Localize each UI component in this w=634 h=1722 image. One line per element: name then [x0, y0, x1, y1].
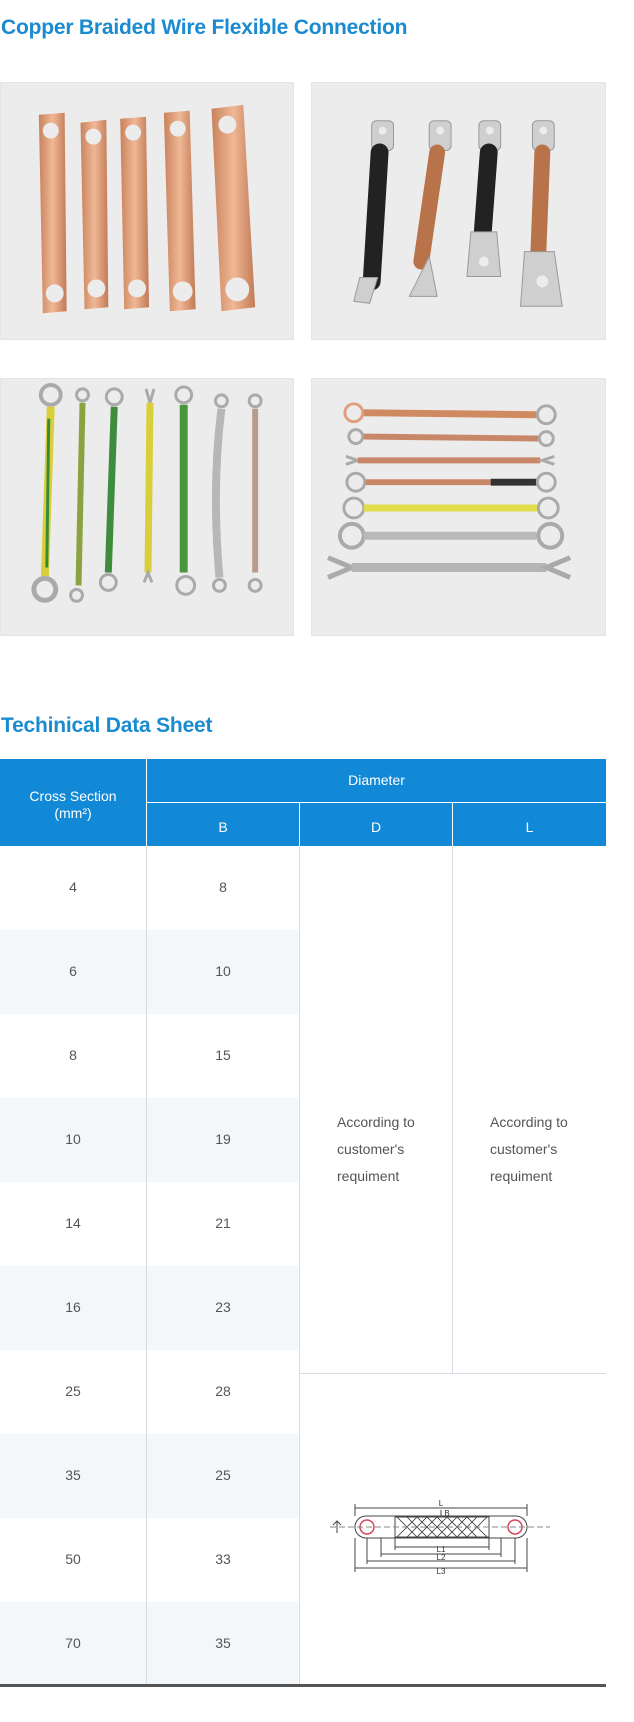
copper-bars-photo	[0, 82, 294, 340]
b-value-cell: 23	[215, 1299, 231, 1315]
b-value-cell: 19	[215, 1131, 231, 1147]
dimension-diagram	[325, 1480, 575, 1580]
diameter-header	[147, 759, 606, 802]
header-divider	[452, 803, 453, 846]
cross-section-cell: 10	[65, 1131, 81, 1147]
row-divider	[299, 1373, 606, 1374]
cross-section-cell: 50	[65, 1551, 81, 1567]
column-divider	[146, 846, 147, 1684]
header-divider	[147, 802, 606, 803]
cross-section-cell: 25	[65, 1383, 81, 1399]
header-l	[453, 803, 606, 846]
cross-section-cell: 8	[69, 1047, 77, 1063]
cross-section-cell: 6	[69, 963, 77, 979]
cross-section-cell: 16	[65, 1299, 81, 1315]
diagram-label-l3: L3	[436, 1567, 446, 1576]
b-value-cell: 35	[215, 1635, 231, 1651]
grounding-wires-photo	[0, 378, 294, 636]
bottom-rule	[0, 1684, 606, 1687]
header-l-label: L	[525, 819, 534, 835]
l-requirement-note: According to customer's requiment	[490, 1114, 568, 1184]
braided-straps-photo	[311, 378, 606, 636]
header-b-label: B	[218, 819, 228, 835]
page-title: Copper Braided Wire Flexible Connection	[1, 16, 408, 39]
header-divider	[299, 803, 300, 846]
column-divider	[452, 846, 453, 1373]
insulated-braided-connectors-photo	[311, 82, 606, 340]
diameter-header-label: Diameter	[348, 772, 405, 788]
cross-section-cell: 35	[65, 1467, 81, 1483]
cross-section-cell: 14	[65, 1215, 81, 1231]
header-b	[147, 803, 299, 846]
header-d	[300, 803, 452, 846]
b-value-cell: 25	[215, 1467, 231, 1483]
b-value-cell: 8	[219, 879, 227, 895]
cross-section-header-label: Cross Section (mm²)	[29, 787, 117, 821]
diagram-label-l1: L1	[436, 1545, 446, 1554]
cross-section-cell: 70	[65, 1635, 81, 1651]
b-value-cell: 33	[215, 1551, 231, 1567]
diagram-label-l: L	[438, 1499, 444, 1508]
b-value-cell: 10	[215, 963, 231, 979]
cross-section-cell: 4	[69, 879, 77, 895]
b-value-cell: 28	[215, 1383, 231, 1399]
b-value-cell: 15	[215, 1047, 231, 1063]
section-title: Techinical Data Sheet	[1, 714, 213, 737]
b-value-cell: 21	[215, 1215, 231, 1231]
cross-section-header	[0, 759, 146, 846]
column-divider	[299, 846, 300, 1684]
d-requirement-note: According to customer's requiment	[337, 1114, 415, 1184]
header-d-label: D	[370, 819, 382, 835]
diagram-label-b: B	[444, 1509, 450, 1518]
diagram-label-l2: L2	[436, 1553, 446, 1562]
